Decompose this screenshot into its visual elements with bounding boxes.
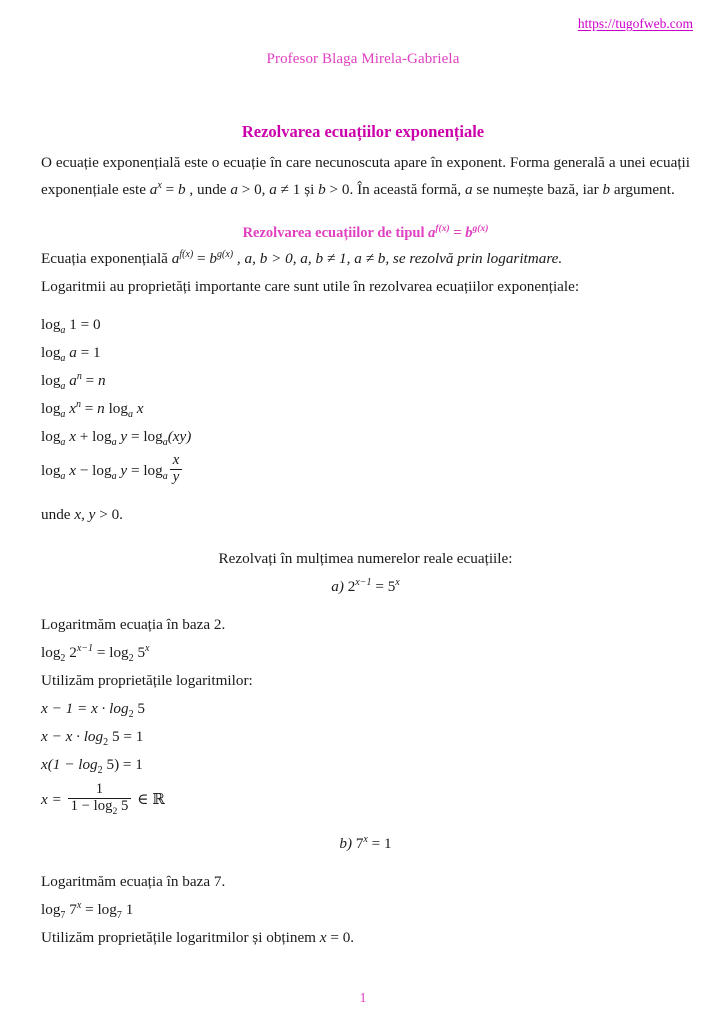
spacer <box>41 820 690 830</box>
log-rhs: 0 <box>93 315 101 333</box>
log-base: a <box>60 408 66 420</box>
spacer <box>41 529 690 545</box>
fraction-x-over-y <box>170 453 183 486</box>
spacer <box>41 491 690 501</box>
intro-text-4: argument. <box>610 180 675 198</box>
log-property-4 <box>41 395 690 423</box>
exercise-a-base1: 2 <box>347 577 356 595</box>
exercise-a-step-4 <box>41 751 690 779</box>
log-op: log <box>41 315 61 333</box>
step-tail: 5 <box>133 699 145 717</box>
exercise-b-label: b <box>339 834 347 852</box>
log-arg: a <box>69 343 77 361</box>
log-base-2: a <box>111 470 117 482</box>
log-rhs-coefficient: n <box>97 399 105 417</box>
log-op-2: log <box>92 427 112 445</box>
spacer <box>41 301 690 311</box>
log-eq: = <box>93 643 110 661</box>
log-property-sum <box>41 423 690 451</box>
log-arg: 7 <box>69 900 77 918</box>
log-eq: = <box>76 343 93 361</box>
log-eq: = <box>127 427 144 445</box>
exercise-b-log-step <box>41 896 690 924</box>
den-post: 5 <box>117 798 129 815</box>
log-rhs-base: 2 <box>128 652 134 664</box>
step-expression: x − x · log <box>41 727 104 745</box>
log-property-1 <box>41 311 690 339</box>
intro-cond-a2: a <box>269 180 277 198</box>
exercise-b-statement <box>41 830 690 858</box>
intro-cond-gt: > 0, <box>237 180 270 198</box>
log-eq: = <box>81 399 98 417</box>
step-expression: x(1 − log <box>41 755 98 773</box>
exercise-a-statement <box>41 573 690 601</box>
log-base: a <box>60 470 66 482</box>
intro-formula-eq: = <box>161 180 179 198</box>
subheading-fx: f(x) <box>435 223 450 235</box>
log-arg: x <box>69 461 76 479</box>
log-arg-exponent: x−1 <box>76 642 94 654</box>
log-rhs-op: log <box>104 399 128 417</box>
subheading-b: b <box>465 225 473 241</box>
element-of-sign: ∈ <box>133 790 153 808</box>
log-op: log <box>41 900 61 918</box>
subheading-gx: g(x) <box>472 223 489 235</box>
log-arg: x <box>69 427 76 445</box>
log-base: a <box>60 324 66 336</box>
log-property-2 <box>41 339 690 367</box>
log-arg: x <box>69 399 76 417</box>
exercise-a-exp1: x−1 <box>355 576 372 588</box>
log-rhs-base: 7 <box>116 909 122 921</box>
unde-text: unde <box>41 505 75 523</box>
subheading-a: a <box>428 225 436 241</box>
minus-sign: − <box>75 461 93 479</box>
log-arg-2: y <box>120 461 128 479</box>
result-fraction <box>68 781 132 818</box>
section-fx: f(x) <box>179 248 194 260</box>
intro-formula-x: x <box>157 179 162 191</box>
step-expression: x − 1 = x · log <box>41 699 129 717</box>
log-op: log <box>41 427 61 445</box>
log-rhs-op: log <box>109 643 129 661</box>
plus-sign: + <box>75 427 93 445</box>
exercise-a-log-step <box>41 639 690 667</box>
fraction-denominator: y <box>170 469 183 486</box>
spacer <box>41 601 690 611</box>
log-property-diff <box>41 451 690 491</box>
log-rhs-arg: 5 <box>137 643 146 661</box>
log-rhs-op: log <box>143 461 163 479</box>
intro-cond-a3: a <box>465 180 473 198</box>
exercise-b-paren: ) <box>346 834 356 852</box>
section-lead: Ecuația exponențială <box>41 250 172 267</box>
log-rhs: n <box>98 371 106 389</box>
intro-cond-a1: a <box>230 180 238 198</box>
exercise-b-rhs: 1 <box>384 834 392 852</box>
header-url[interactable]: https://tugofweb.com <box>577 16 693 31</box>
exercise-b-step-intro: Logaritmăm ecuația în baza 7. <box>41 872 226 890</box>
den-pre: 1 − log <box>70 798 113 815</box>
section-eq: = <box>193 250 210 267</box>
intro-cond-b: b <box>318 180 326 198</box>
log-base: 7 <box>60 909 66 921</box>
exercise-a-eq: = <box>371 577 388 595</box>
intro-cond-b2: b <box>602 180 611 198</box>
exercise-b-eq: = <box>367 834 385 852</box>
log-base: a <box>60 380 66 392</box>
exercise-a-step-3 <box>41 723 690 751</box>
unde-condition-line <box>41 501 690 529</box>
section-gx: g(x) <box>216 248 234 260</box>
log-op: log <box>41 371 61 389</box>
den-base: 2 <box>112 806 118 818</box>
log-op: log <box>41 461 61 479</box>
log-base: 2 <box>60 652 66 664</box>
log-rhs-arg: 1 <box>125 900 134 918</box>
document-body <box>41 150 690 952</box>
step-tail: 5) = 1 <box>102 755 143 773</box>
log-arg-exponent: n <box>75 398 81 410</box>
log-eq: = <box>127 461 144 479</box>
log-base-2: a <box>111 436 117 448</box>
final-pre: Utilizăm proprietățile logaritmilor și obținem <box>41 928 320 946</box>
final-post: = 0. <box>326 928 355 946</box>
log-op: log <box>41 643 61 661</box>
subheading-eq: = <box>449 225 466 241</box>
exercise-b-base1: 7 <box>355 834 364 852</box>
properties-intro-line: Logaritmii au proprietăți importante care sunt utile în rezolvarea ecuațiilor exponențiale: <box>41 277 580 295</box>
exercises-prompt: Rezolvați în mulțimea numerelor reale ecuațiile: <box>218 549 513 567</box>
exercise-b-final-line <box>41 924 690 952</box>
intro-cond-neq: ≠ 1 și <box>276 180 319 198</box>
log-arg: 2 <box>69 643 77 661</box>
exercise-a-paren: ) <box>338 577 348 595</box>
exercise-a-exp2: x <box>395 576 400 588</box>
log-eq: = <box>76 315 93 333</box>
exercise-a-step-intro: Logaritmăm ecuația în baza 2. <box>41 615 226 633</box>
intro-paragraph <box>41 150 690 203</box>
page-number: 1 <box>359 991 367 1006</box>
exercise-a-result <box>41 779 690 820</box>
log-arg-exponent: n <box>76 370 82 382</box>
section-intro-paragraph <box>41 246 690 273</box>
section-b: b <box>209 250 217 267</box>
intro-formula-b: b <box>178 180 186 198</box>
log-arg-exponent: x <box>76 899 82 911</box>
log-eq: = <box>81 900 98 918</box>
log-op: log <box>41 343 61 361</box>
unde-cond: > 0. <box>95 505 123 523</box>
fraction-numerator: 1 <box>95 781 104 798</box>
intro-text-3: se numește bază, iar <box>472 180 603 198</box>
step-tail: 5 = 1 <box>108 727 144 745</box>
log-eq: = <box>81 371 99 389</box>
spacer <box>41 858 690 868</box>
intro-formula-a: a <box>149 180 158 198</box>
page-title: Rezolvarea ecuațiilor exponențiale <box>241 122 485 141</box>
exercise-a-label: a <box>331 577 339 595</box>
final-var: x <box>319 928 327 946</box>
unde-vars: x, y <box>74 505 96 523</box>
log-arg: a <box>69 371 77 389</box>
step-base: 2 <box>128 708 134 720</box>
real-numbers-set: ℝ <box>152 789 165 808</box>
log-property-3 <box>41 367 690 395</box>
log-rhs: 1 <box>93 343 101 361</box>
subheading-prefix: Rezolvarea ecuațiilor de tipul <box>242 225 429 241</box>
intro-text-2: , unde <box>185 180 231 198</box>
log-rhs-base: a <box>127 408 133 420</box>
log-arg: 1 <box>69 315 77 333</box>
log-arg-2: y <box>120 427 128 445</box>
exercise-b-exp1: x <box>363 833 368 845</box>
fraction-numerator: x <box>172 452 180 469</box>
exercise-a-props-line: Utilizăm proprietățile logaritmilor: <box>41 671 253 689</box>
section-conditions: , a, b > 0, a, b ≠ 1, a ≠ b, se rezolvă prin logaritmare. <box>233 250 563 267</box>
log-rhs-op: log <box>97 900 117 918</box>
log-base: a <box>60 352 66 364</box>
intro-cond-gt2: > 0. În această formă, <box>325 180 466 198</box>
intro-text-1: O ecuație exponențială este o ecuație în care necunoscuta apare în exponent. Forma generală a unei ecuații exponențiale este <box>41 154 690 198</box>
log-base: a <box>60 436 66 448</box>
result-lhs: x = <box>41 790 66 808</box>
log-rhs-base: a <box>162 436 168 448</box>
exercise-a-step-2 <box>41 695 690 723</box>
section-subheading <box>41 225 690 242</box>
exercise-a-base2: 5 <box>387 577 396 595</box>
log-rhs-arg: x <box>136 399 144 417</box>
log-rhs-base: a <box>162 470 168 482</box>
step-base: 2 <box>103 736 109 748</box>
log-rhs-arg: (xy) <box>167 427 192 445</box>
log-rhs-exponent: x <box>145 642 150 654</box>
log-op: log <box>41 399 61 417</box>
log-op-2: log <box>92 461 112 479</box>
fraction-denominator <box>68 798 132 818</box>
log-rhs-op: log <box>143 427 163 445</box>
step-base: 2 <box>97 764 103 776</box>
author-line: Profesor Blaga Mirela-Gabriela <box>266 51 460 67</box>
section-a: a <box>171 250 180 267</box>
